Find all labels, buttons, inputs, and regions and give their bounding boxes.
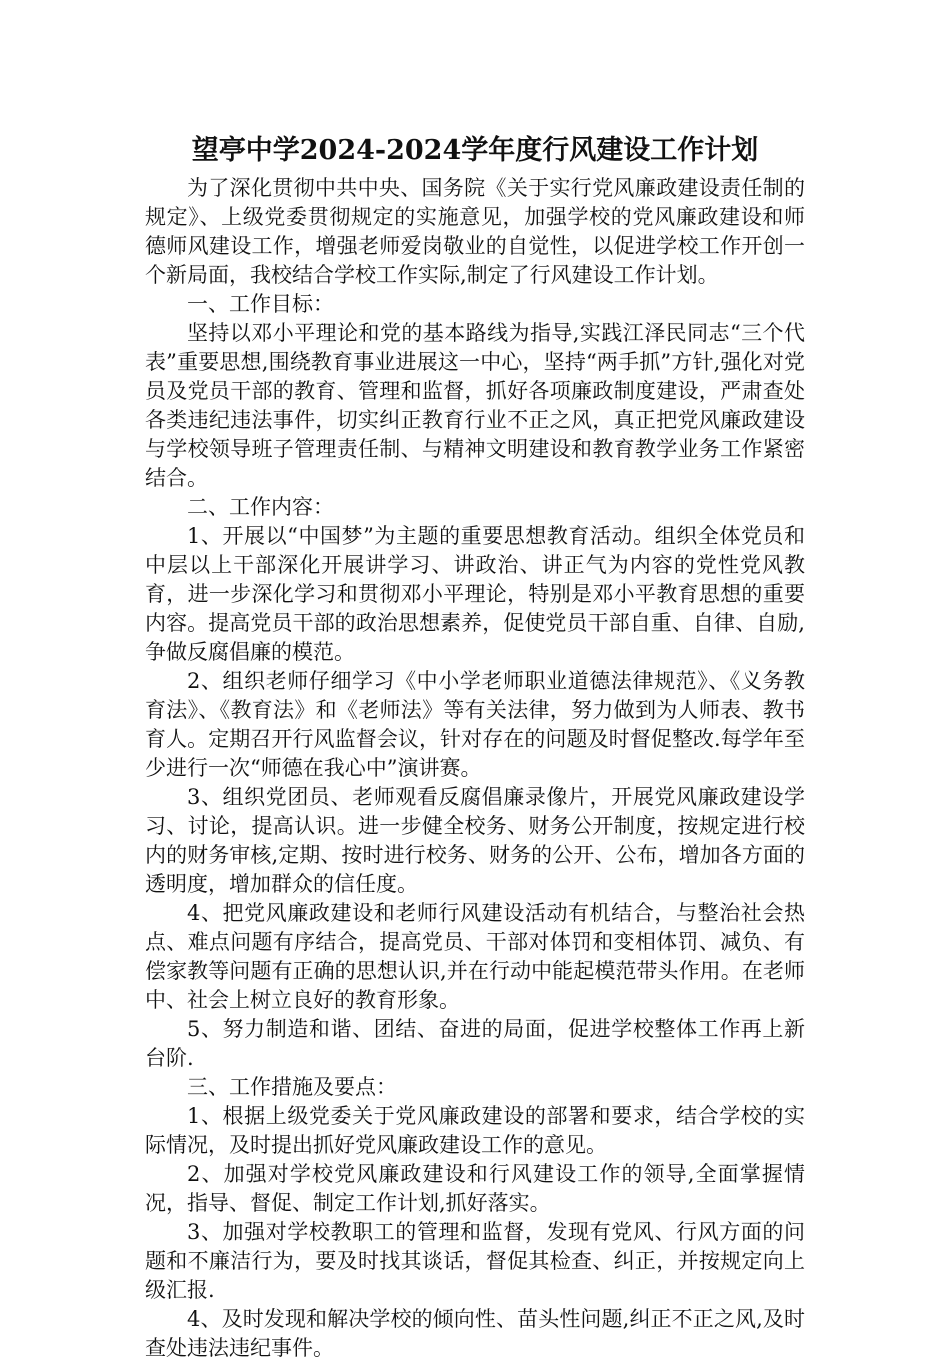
section-heading-content: 二、工作内容：	[187, 495, 334, 519]
measure-item: 1、根据上级党委关于党风廉政建设的部署和要求，结合学校的实际情况，及时提出抓好党风廉政建设工作的意见。	[145, 1104, 805, 1157]
content-item: 2、组织老师仔细学习《中小学老师职业道德法律规范》、《义务教育法》、《教育法》和《老师法》等有关法律，努力做到为人师表、教书育人。定期召开行风监督会议，针对存在的问题及时督促整改.每学年至少进行一次“师德在我心中”演讲赛。	[145, 669, 805, 780]
content-item: 4、把党风廉政建设和老师行风建设活动有机结合，与整治社会热点、难点问题有序结合，提高党员、干部对体罚和变相体罚、减负、有偿家教等问题有正确的思想认识,并在行动中能起模范带头作用。在老师中、社会上树立良好的教育形象。	[145, 901, 805, 1012]
document-title: 望亭中学2024-2024学年度行风建设工作计划	[191, 135, 759, 166]
goals-paragraph: 坚持以邓小平理论和党的基本路线为指导,实践江泽民同志“三个代表”重要思想,围绕教育事业进展这一中心，坚持“两手抓”方针,强化对党员及党员干部的教育、管理和监督，抓好各项廉政制度建设，严肃查处各类违纪违法事件，切实纠正教育行业不正之风，真正把党风廉政建设与学校领导班子管理责任制、与精神文明建设和教育教学业务工作紧密结合。	[145, 321, 805, 490]
document-page	[145, 132, 805, 1363]
section-heading-goals: 一、工作目标：	[187, 292, 334, 316]
content-item: 1、开展以“中国梦”为主题的重要思想教育活动。组织全体党员和中层以上干部深化开展讲学习、讲政治、讲正气为内容的党性党风教育，进一步深化学习和贯彻邓小平理论，特别是邓小平教育思想的重要内容。提高党员干部的政治思想素养，促使党员干部自重、自律、自励,争做反腐倡廉的模范。	[145, 524, 805, 664]
intro-paragraph: 为了深化贯彻中共中央、国务院《关于实行党风廉政建设责任制的规定》、上级党委贯彻规定的实施意见，加强学校的党风廉政建设和师德师风建设工作，增强老师爱岗敬业的自觉性，以促进学校工作开创一个新局面，我校结合学校工作实际,制定了行风建设工作计划。	[145, 176, 805, 287]
content-item: 5、努力制造和谐、团结、奋进的局面，促进学校整体工作再上新台阶.	[145, 1017, 805, 1070]
measure-item: 2、加强对学校党风廉政建设和行风建设工作的领导,全面掌握情况，指导、督促、制定工作计划,抓好落实。	[145, 1162, 805, 1215]
section-heading-measures: 三、工作措施及要点：	[187, 1075, 397, 1099]
measure-item: 4、及时发现和解决学校的倾向性、苗头性问题,纠正不正之风,及时查处违法违纪事件。	[145, 1307, 805, 1360]
measure-item: 3、加强对学校教职工的管理和监督，发现有党风、行风方面的问题和不廉洁行为，要及时找其谈话，督促其检查、纠正，并按规定向上级汇报.	[145, 1220, 805, 1302]
content-item: 3、组织党团员、老师观看反腐倡廉录像片，开展党风廉政建设学习、讨论，提高认识。进一步健全校务、财务公开制度，按规定进行校内的财务审核,定期、按时进行校务、财务的公开、公布，增加各方面的透明度，增加群众的信任度。	[145, 785, 805, 896]
